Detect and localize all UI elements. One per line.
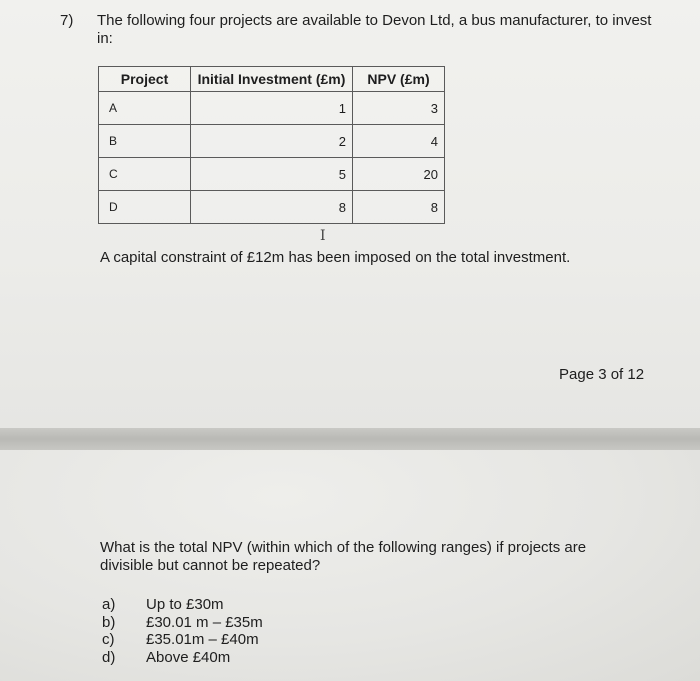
cell-npv: 4 (353, 125, 445, 158)
text-cursor-icon: I (320, 228, 326, 244)
header-investment: Initial Investment (£m) (191, 67, 353, 92)
projects-table (98, 66, 445, 224)
header-project: Project (99, 67, 191, 92)
cell-investment: 1 (191, 92, 353, 125)
option-a[interactable] (102, 596, 263, 614)
cell-investment: 5 (191, 158, 353, 191)
option-text: Up to £30m (146, 596, 224, 613)
option-text: Above £40m (146, 648, 231, 666)
option-letter: c) (102, 631, 115, 648)
table-row (99, 125, 445, 158)
header-npv: NPV (£m) (353, 67, 445, 92)
cell-project: D (99, 191, 191, 224)
option-text: £35.01m – £40m (146, 631, 259, 648)
cell-project: B (99, 125, 191, 158)
option-b[interactable] (102, 614, 263, 632)
option-c[interactable] (102, 631, 263, 649)
cell-investment: 2 (191, 125, 353, 158)
table-row (99, 158, 445, 191)
cell-npv: 20 (353, 158, 445, 191)
table-header-row (99, 67, 445, 92)
page-number: Page 3 of 12 (559, 366, 645, 383)
cell-investment: 8 (191, 191, 353, 224)
option-letter: d) (102, 648, 116, 666)
options-list (102, 596, 263, 666)
followup-question: What is the total NPV (within which of the following ranges) if projects are divisible but cannot be repeated? (100, 539, 587, 574)
cell-project: C (99, 158, 191, 191)
option-letter: b) (102, 613, 116, 631)
cell-npv: 3 (353, 92, 445, 125)
question-number: 7) (60, 12, 74, 29)
page-break (0, 428, 700, 450)
table-row (99, 191, 445, 224)
option-text: £30.01 m – £35m (146, 613, 263, 631)
cell-project: A (99, 92, 191, 125)
cell-npv: 8 (353, 191, 445, 224)
option-letter: a) (102, 596, 116, 613)
question-text: The following four projects are available to Devon Ltd, a bus manufacturer, to invest in: (97, 12, 652, 47)
option-d[interactable] (102, 649, 263, 667)
table-row (99, 92, 445, 125)
constraint-text: A capital constraint of £12m has been imposed on the total investment. (100, 249, 571, 266)
